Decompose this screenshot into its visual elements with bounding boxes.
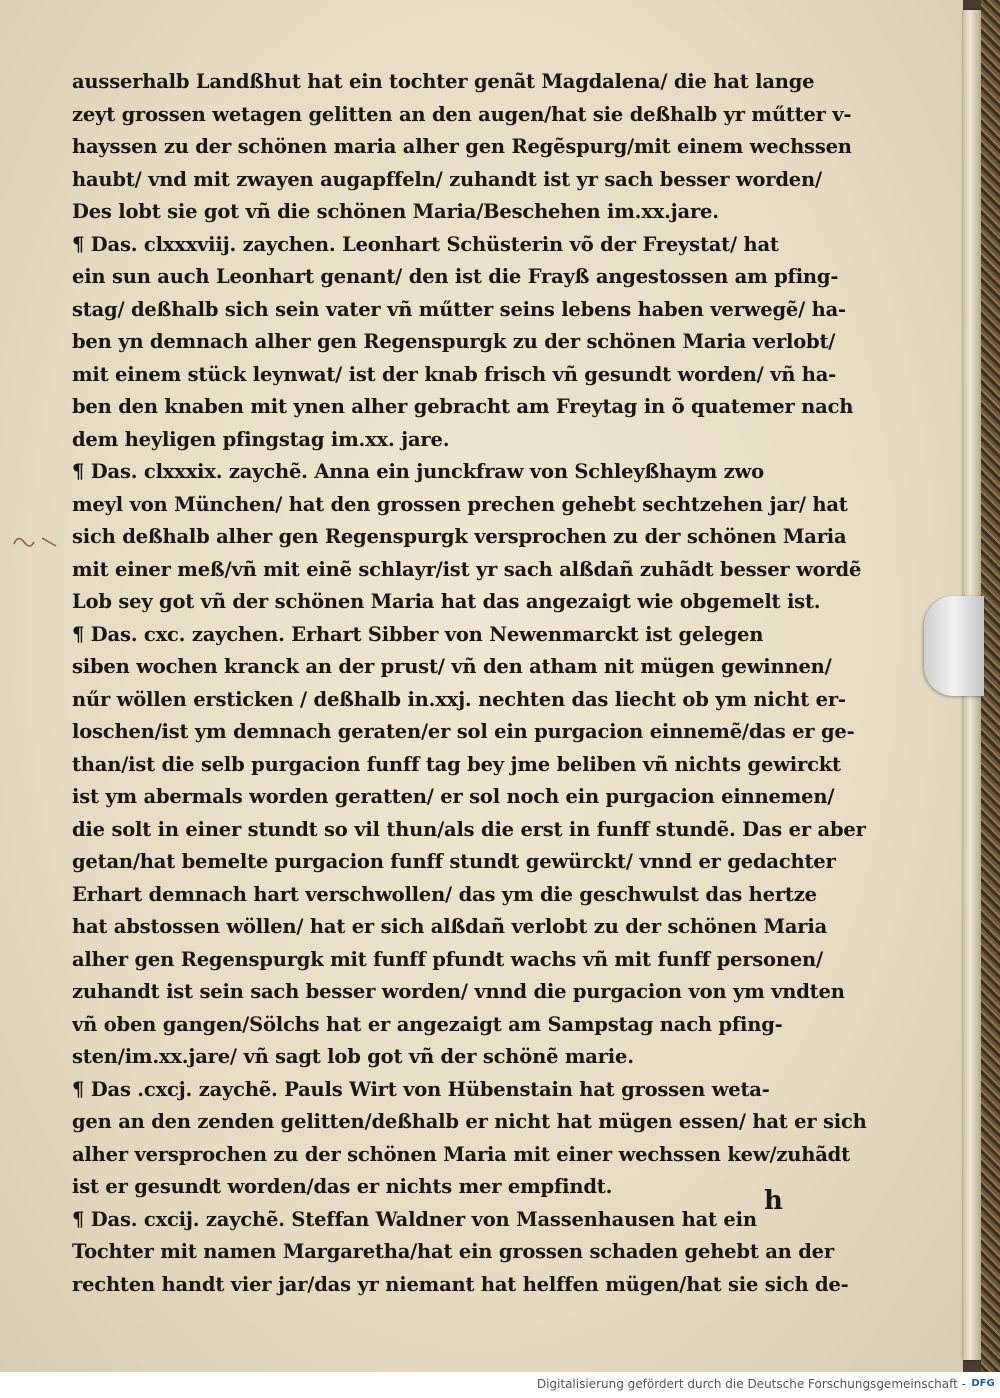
text-line: Erhart demnach hart verschwollen/ das ym die geschwulst das hertze (72, 882, 817, 906)
text-line: sich deßhalb alher gen Regenspurgk versprochen zu der schönen Maria (72, 525, 847, 548)
text-line: ist er gesundt worden/das er nichts mer empfindt. (72, 1175, 613, 1198)
footer-bar (0, 1372, 1000, 1398)
text-line: siben wochen kranck an der prust/ vñ den atham nit mügen gewinnen/ (72, 655, 832, 678)
text-line: ausserhalb Landßhut hat ein tochter genãt Magdalena/ die hat lange (72, 70, 815, 93)
page-clip-tab (924, 596, 984, 696)
text-line: getan/hat bemelte purgacion funff stundt gewürckt/ vnnd er gedachter (72, 850, 836, 873)
text-line: mit einer meß/vñ mit einẽ schlayr/ist yr sach alßdañ zuhãdt besser wordẽ (72, 557, 862, 581)
text-line: Des lobt sie got vñ die schönen Maria/Beschehen im.xx.jare. (72, 200, 719, 223)
text-line: zeyt grossen wetagen gelitten an den augen/hat sie deßhalb yr műtter v- (72, 102, 852, 126)
signature-mark: h (764, 1186, 783, 1216)
text-line: alher gen Regenspurgk mit funff pfundt wachs vñ mit funff personen/ (72, 947, 823, 971)
text-line: sten/im.xx.jare/ vñ sagt lob got vñ der schönẽ marie. (72, 1045, 634, 1068)
text-line: vñ oben gangen/Sölchs hat er angezaigt am Sampstag nach pfing- (72, 1012, 783, 1036)
text-line: mit einem stück leynwat/ ist der knab frisch vñ gesundt worden/ vñ ha- (72, 362, 837, 386)
text-line: alher versprochen zu der schönen Maria mit einer wechssen kew/zuhãdt (72, 1142, 850, 1166)
text-line: ¶ Das. clxxxix. zaychẽ. Anna ein junckfraw von Schleyßhaym zwo (72, 460, 764, 483)
text-line: haubt/ vnd mit zwayen augapffeln/ zuhandt ist yr sach besser worden/ (72, 167, 822, 191)
text-line: ben yn demnach alher gen Regenspurgk zu der schönen Maria verlobt/ (72, 330, 836, 353)
text-line: zuhandt ist sein sach besser worden/ vnnd die purgacion von ym vndten (72, 980, 845, 1003)
text-line: Lob sey got vñ der schönen Maria hat das angezaigt wie obgemelt ist. (72, 590, 821, 613)
text-line: dem heyligen pfingstag im.xx. jare. (72, 427, 450, 451)
text-line: gen an den zenden gelitten/deßhalb er nicht hat mügen essen/ hat er sich (72, 1110, 867, 1133)
text-line: ein sun auch Leonhart genant/ den ist die Frayß angestossen am pfing- (72, 265, 839, 288)
text-line: die solt in einer stundt so vil thun/als die erst in funff stundẽ. Das er aber (72, 817, 866, 841)
text-line: loschen/ist ym demnach geraten/er sol ein purgacion einnemẽ/das er ge- (72, 720, 855, 743)
text-line: nűr wöllen ersticken / deßhalb in.xxj. nechten das liecht ob ym nicht er- (72, 687, 846, 711)
page-text-block (72, 66, 884, 1301)
text-line: stag/ deßhalb sich sein vater vñ műtter seins lebens haben verwegẽ/ ha- (72, 297, 846, 321)
text-line: ¶ Das. clxxxviij. zaychen. Leonhart Schüsterin võ der Freystat/ hat (72, 232, 779, 256)
text-line: meyl von München/ hat den grossen prechen gehebt sechtzehen jar/ hat (72, 492, 848, 516)
text-line: rechten handt vier jar/das yr niemant hat helffen mügen/hat sie sich de- (72, 1272, 849, 1296)
text-line: hat abstossen wöllen/ hat er sich alßdañ verlobt zu der schönen Maria (72, 915, 828, 938)
dfg-logo: DFG (971, 1378, 995, 1389)
text-line: ¶ Das .cxcj. zaychẽ. Pauls Wirt von Hübenstain hat grossen weta- (72, 1077, 770, 1101)
text-line: than/ist die selb purgacion funff tag bey jme beliben vñ nichts gewirckt (72, 752, 841, 776)
text-line: hayssen zu der schönen maria alher gen Regẽspurg/mit einem wechssen (72, 135, 852, 158)
footer-credit: Digitalisierung gefördert durch die Deutsche Forschungsgemeinschaft - (536, 1377, 966, 1391)
text-line: ist ym abermals worden geratten/ er sol noch ein purgacion einnemen/ (72, 785, 835, 808)
text-line: ben den knaben mit ynen alher gebracht am Freytag in õ quatemer nach (72, 395, 854, 418)
text-line: ¶ Das. cxc. zaychen. Erhart Sibber von Newenmarckt ist gelegen (72, 622, 764, 646)
text-line: ¶ Das. cxcij. zaychẽ. Steffan Waldner von Massenhausen hat ein (72, 1207, 757, 1231)
text-line: Tochter mit namen Margaretha/hat ein grossen schaden gehebt an der (72, 1240, 834, 1263)
margin-annotation-mark (12, 532, 62, 550)
